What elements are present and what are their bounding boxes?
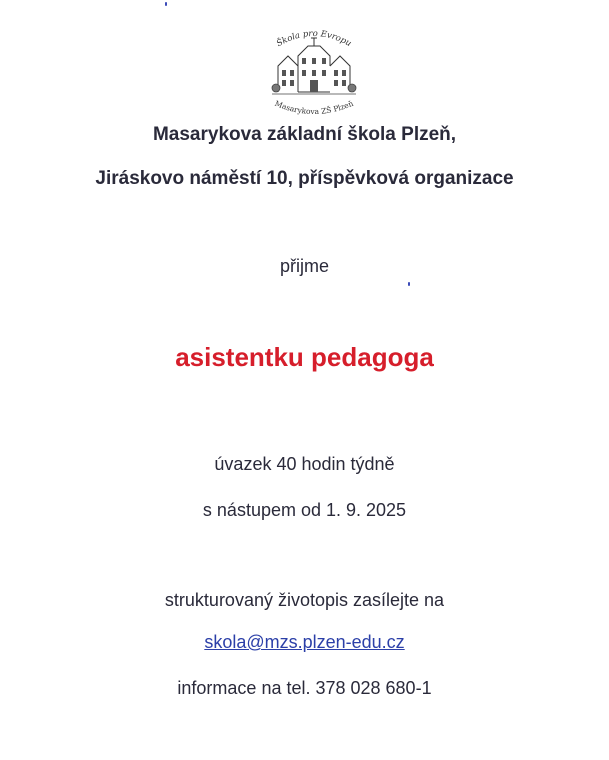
- start-date-text: s nástupem od 1. 9. 2025: [202, 500, 407, 520]
- scan-speck: [165, 2, 167, 6]
- email-link[interactable]: skola@mzs.plzen-edu.cz: [204, 632, 405, 652]
- scan-speck: [408, 282, 410, 286]
- phone-info: informace na tel. 378 028 680-1: [177, 678, 432, 698]
- school-address: Jiráskovo náměstí 10, příspěvková organizace: [95, 168, 514, 189]
- position-title: asistentku pedagoga: [175, 342, 434, 372]
- school-logo: [268, 26, 360, 118]
- email-line: [0, 632, 609, 653]
- workload-text: úvazek 40 hodin týdně: [214, 454, 395, 474]
- school-building-icon: [268, 26, 360, 118]
- school-name: Masarykova základní škola Plzeň,: [152, 124, 457, 145]
- logo-top-text: Škola pro Evropu: [275, 28, 353, 50]
- cv-instruction: strukturovaný životopis zasílejte na: [164, 590, 445, 610]
- hiring-verb: přijme: [279, 256, 329, 276]
- logo-bottom-text: Masarykova ZŠ Plzeň: [273, 98, 355, 117]
